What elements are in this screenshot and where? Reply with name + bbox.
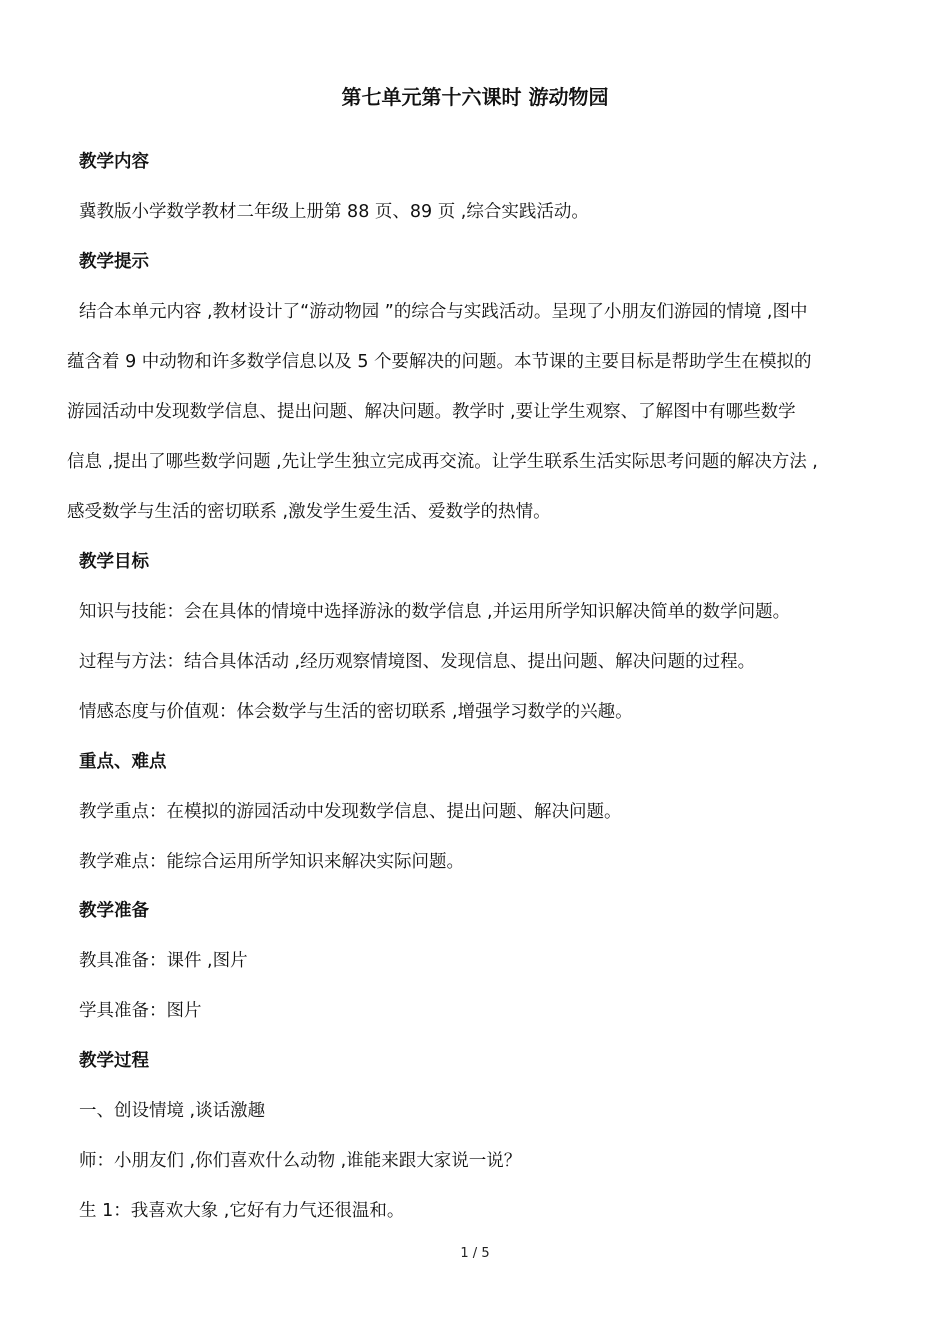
paragraph-hint-line: 蕴含着 9 中动物和许多数学信息以及 5 个要解决的问题。本节课的主要目标是帮助学生在模拟的: [67, 352, 812, 372]
key-item: 教学难点：能综合运用所学知识来解决实际问题。: [79, 852, 464, 872]
goal-item: 知识与技能：会在具体的情境中选择游泳的数学信息 ,并运用所学知识解决简单的数学问题。: [79, 602, 791, 622]
section-heading-hint: 教学提示: [79, 252, 149, 272]
paragraph-content: 冀教版小学数学教材二年级上册第 88 页、89 页 ,综合实践活动。: [79, 202, 589, 222]
process-item: 生 1：我喜欢大象 ,它好有力气还很温和。: [79, 1201, 405, 1221]
paragraph-hint-line: 信息 ,提出了哪些数学问题 ,先让学生独立完成再交流。让学生联系生活实际思考问题的解决方法 ,: [67, 452, 818, 472]
page-number: 1 / 5: [460, 1246, 490, 1261]
prep-item: 教具准备：课件 ,图片: [79, 951, 248, 971]
goal-item: 情感态度与价值观：体会数学与生活的密切联系 ,增强学习数学的兴趣。: [79, 702, 633, 722]
section-heading-goal: 教学目标: [79, 552, 149, 572]
process-item: 师：小朋友们 ,你们喜欢什么动物 ,谁能来跟大家说一说？: [79, 1151, 522, 1171]
goal-item: 过程与方法：结合具体活动 ,经历观察情境图、发现信息、提出问题、解决问题的过程。: [79, 652, 756, 672]
page-title: 第七单元第十六课时 游动物园: [341, 85, 609, 109]
process-item: 一、创设情境 ,谈话激趣: [79, 1101, 266, 1121]
section-heading-process: 教学过程: [79, 1051, 149, 1071]
section-heading-content: 教学内容: [79, 152, 149, 172]
paragraph-hint-line: 结合本单元内容 ,教材设计了“游动物园 ”的综合与实践活动。呈现了小朋友们游园的情境 ,图中: [79, 302, 808, 322]
paragraph-hint-line: 感受数学与生活的密切联系 ,激发学生爱生活、爱数学的热情。: [67, 502, 551, 522]
prep-item: 学具准备：图片: [79, 1001, 202, 1021]
section-heading-key: 重点、难点: [79, 752, 167, 772]
section-heading-prep: 教学准备: [79, 901, 149, 921]
key-item: 教学重点：在模拟的游园活动中发现数学信息、提出问题、解决问题。: [79, 802, 622, 822]
paragraph-hint-line: 游园活动中发现数学信息、提出问题、解决问题。教学时 ,要让学生观察、了解图中有哪些数学: [67, 402, 796, 422]
